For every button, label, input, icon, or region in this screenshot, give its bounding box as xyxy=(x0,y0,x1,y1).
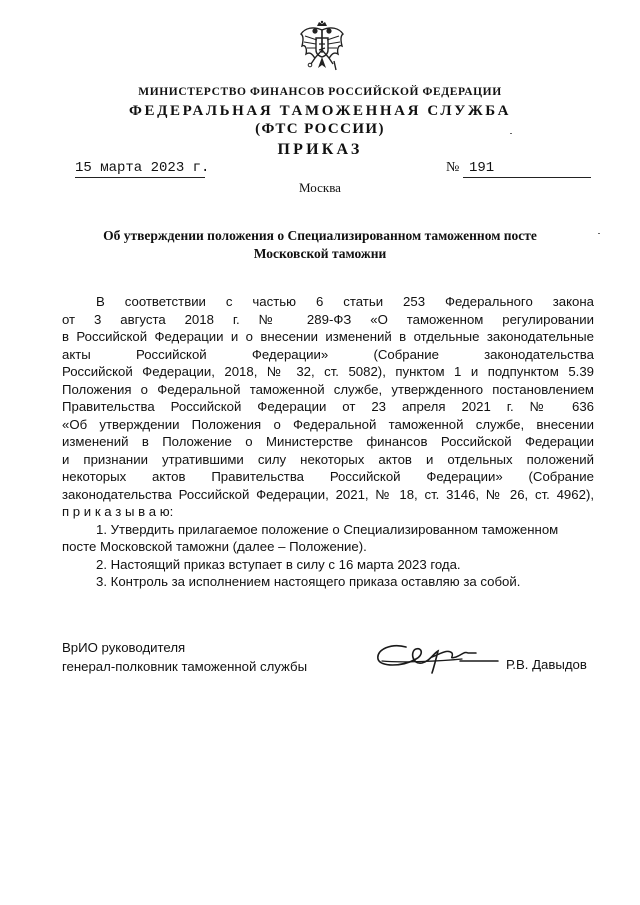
document-type: ПРИКАЗ xyxy=(277,141,363,158)
service-name: ФЕДЕРАЛЬНАЯ ТАМОЖЕННАЯ СЛУЖБА xyxy=(128,103,512,119)
order-date: 15 марта 2023 г. xyxy=(75,160,210,176)
subject-line: Московской таможни xyxy=(253,246,387,261)
signatory-position-line: генерал-полковник таможенной службы xyxy=(62,659,308,674)
order-item-1-continuation: посте Московской таможни (далее – Положение). xyxy=(62,539,367,554)
preamble-line: акты Российской Федерации» (Собрание законодательства xyxy=(62,346,594,362)
order-subject xyxy=(60,227,580,263)
preamble-line: Российской Федерации, 2018, № 32, ст. 5082), пунктом 1 и подпунктом 5.39 xyxy=(62,364,594,379)
preamble-line: в Российской Федерации и о внесении изменений в отдельные законодательные xyxy=(62,329,594,344)
scan-speck xyxy=(598,233,600,234)
preamble-line: от 3 августа 2018 г. № 289-ФЗ «О таможенном регулировании xyxy=(62,311,594,327)
order-number: 191 xyxy=(463,160,591,178)
order-word: п р и к а з ы в а ю: xyxy=(62,504,174,519)
preamble-line: изменений в Положение о Министерстве финансов Российской Федерации xyxy=(62,434,594,449)
preamble-line: Положения о Федеральной таможенной службе, утвержденного постановлением xyxy=(62,381,594,397)
preamble-line: Правительства Российской Федерации от 23 апреля 2021 г. № 636 xyxy=(62,399,594,414)
preamble-line: некоторых актов Правительства Российской Федерации» (Собрание xyxy=(62,469,594,484)
order-city: Москва xyxy=(299,180,341,195)
ministry-name: МИНИСТЕРСТВО ФИНАНСОВ РОССИЙСКОЙ ФЕДЕРАЦИИ xyxy=(138,86,502,98)
signatory-name: Р.В. Давыдов xyxy=(506,657,587,672)
subject-line: Об утверждении положения о Специализированном таможенном посте xyxy=(103,228,537,243)
preamble-line: и признании утратившими силу некоторых актов и отдельных положений xyxy=(62,451,594,467)
service-abbreviation: (ФТС РОССИИ) xyxy=(255,121,385,137)
order-body xyxy=(62,293,594,591)
signatory-position xyxy=(62,638,307,676)
signatory-position-line: ВрИО руководителя xyxy=(62,640,186,655)
order-item-3: 3. Контроль за исполнением настоящего приказа оставляю за собой. xyxy=(96,574,521,589)
order-number-label: № xyxy=(446,160,460,175)
order-item-1: 1. Утвердить прилагаемое положение о Специализированном таможенном xyxy=(96,521,559,537)
preamble-line: «Об утверждении Положения о Федеральной таможенной службе, внесении xyxy=(62,416,594,432)
scan-speck xyxy=(510,133,512,134)
handwritten-signature-icon xyxy=(372,635,502,675)
coat-of-arms-icon xyxy=(299,20,345,76)
order-item-2: 2. Настоящий приказ вступает в силу с 16 марта 2023 года. xyxy=(96,556,461,572)
preamble-line: законодательства Российской Федерации, 2021, № 18, ст. 3146, № 26, ст. 4962), xyxy=(62,486,594,502)
preamble-line: В соответствии с частью 6 статьи 253 Федерального закона xyxy=(96,294,594,309)
